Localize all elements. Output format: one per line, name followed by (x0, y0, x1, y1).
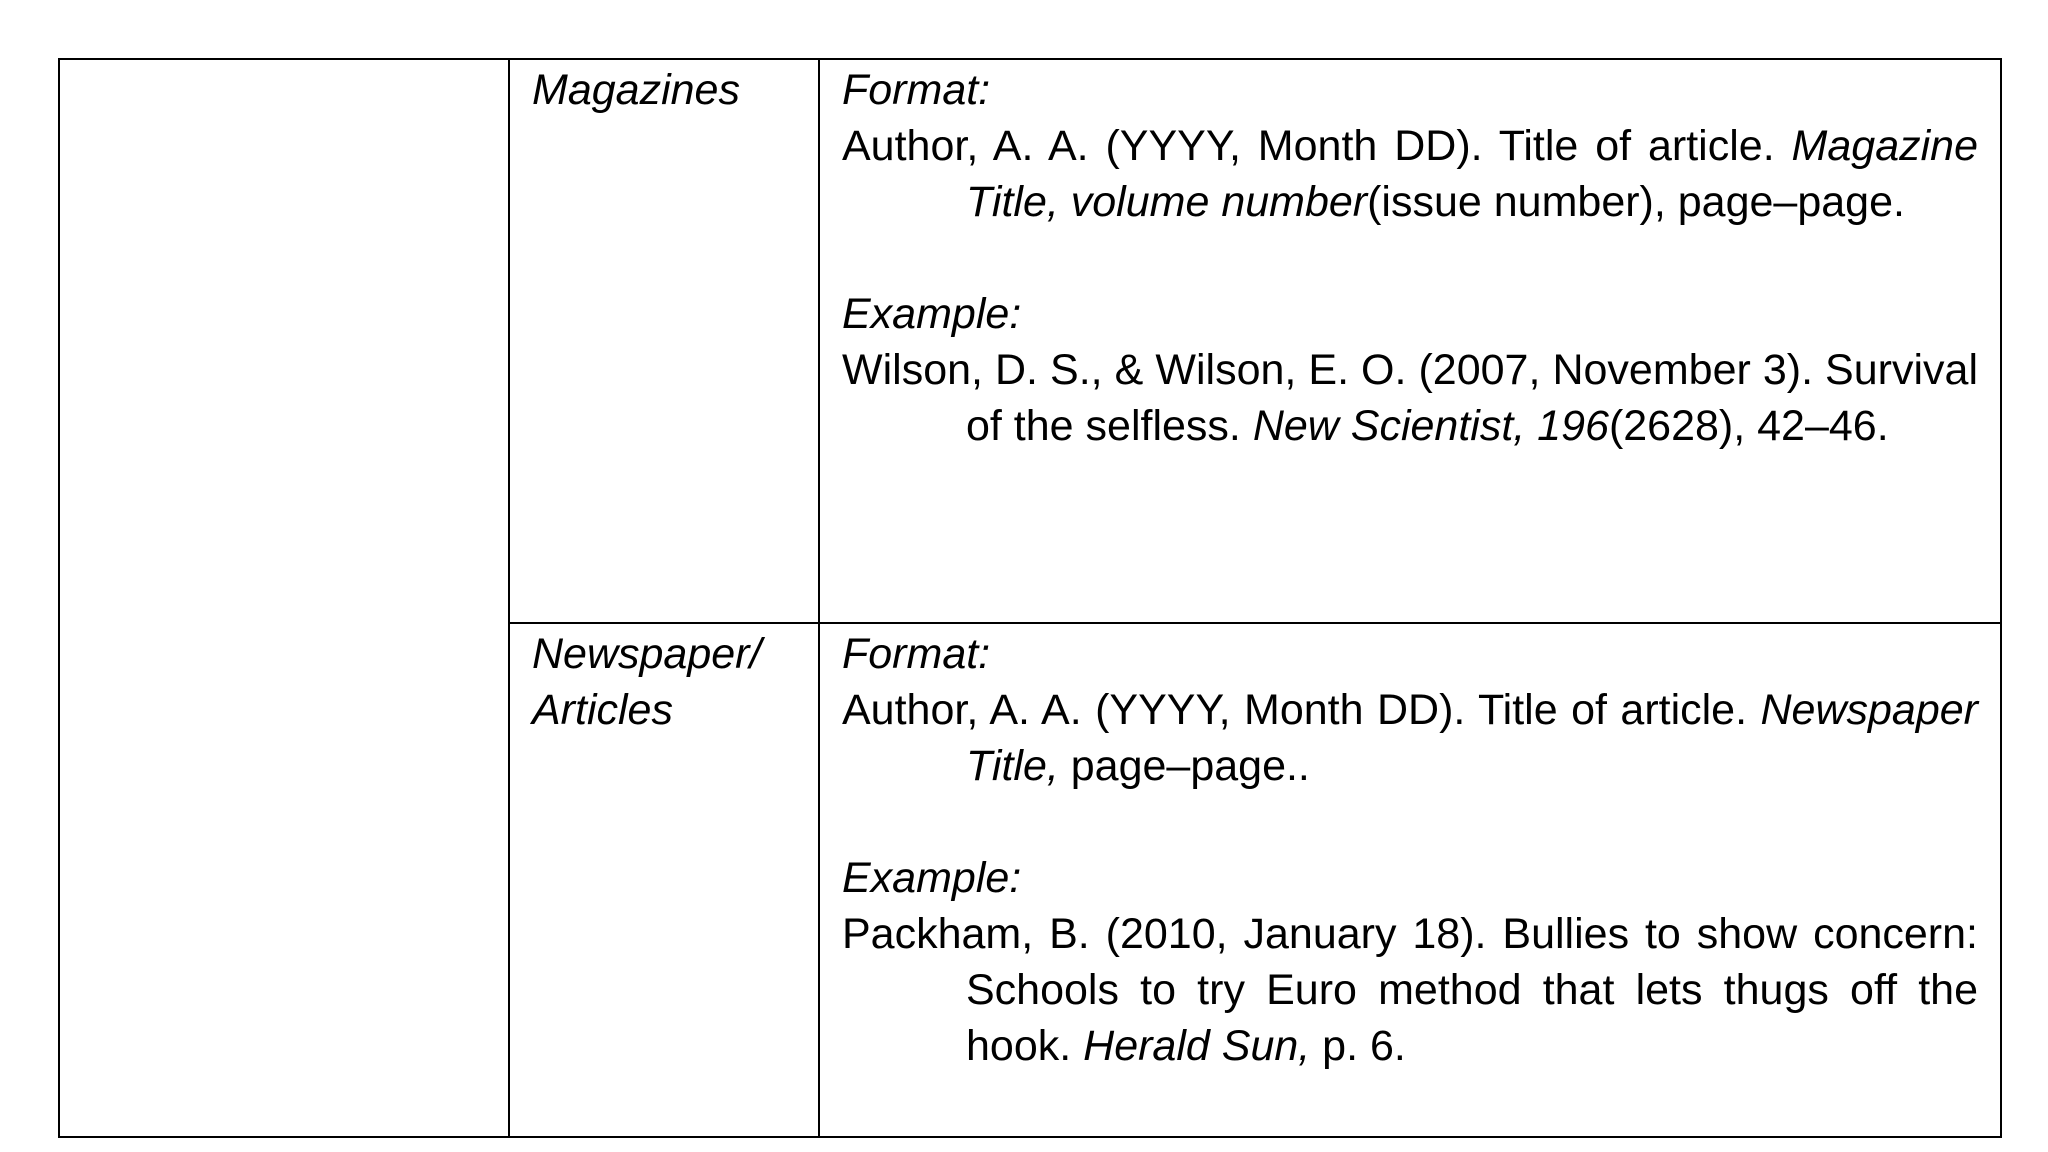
example-heading: Example: (842, 290, 1022, 338)
table-row (59, 59, 2001, 623)
format-reference: Author, A. A. (YYYY, Month DD). Title of article. Magazine Title, volume number(issue number), page–page. (842, 122, 1978, 226)
type-cell (509, 59, 819, 623)
example-reference: Packham, B. (2010, January 18). Bullies to show concern: Schools to try Euro method that lets thugs off the hook. Herald Sun, p. 6. (842, 910, 1978, 1070)
page-cutoff (0, 1138, 2048, 1152)
content-cell (819, 623, 2001, 1137)
example-reference: Wilson, D. S., & Wilson, E. O. (2007, November 3). Survival of the selfless. New Scientist, 196(2628), 42–46. (842, 346, 1978, 450)
type-cell (509, 623, 819, 1137)
format-heading: Format: (842, 66, 991, 114)
example-heading: Example: (842, 854, 1022, 902)
content-cell (819, 59, 2001, 623)
type-label: Magazines (532, 66, 740, 114)
format-reference: Author, A. A. (YYYY, Month DD). Title of article. Newspaper Title, page–page.. (842, 686, 1978, 790)
category-cell (59, 59, 509, 1137)
type-label: Newspaper/ Articles (532, 630, 762, 734)
format-heading: Format: (842, 630, 991, 678)
citation-table (58, 58, 2002, 1138)
